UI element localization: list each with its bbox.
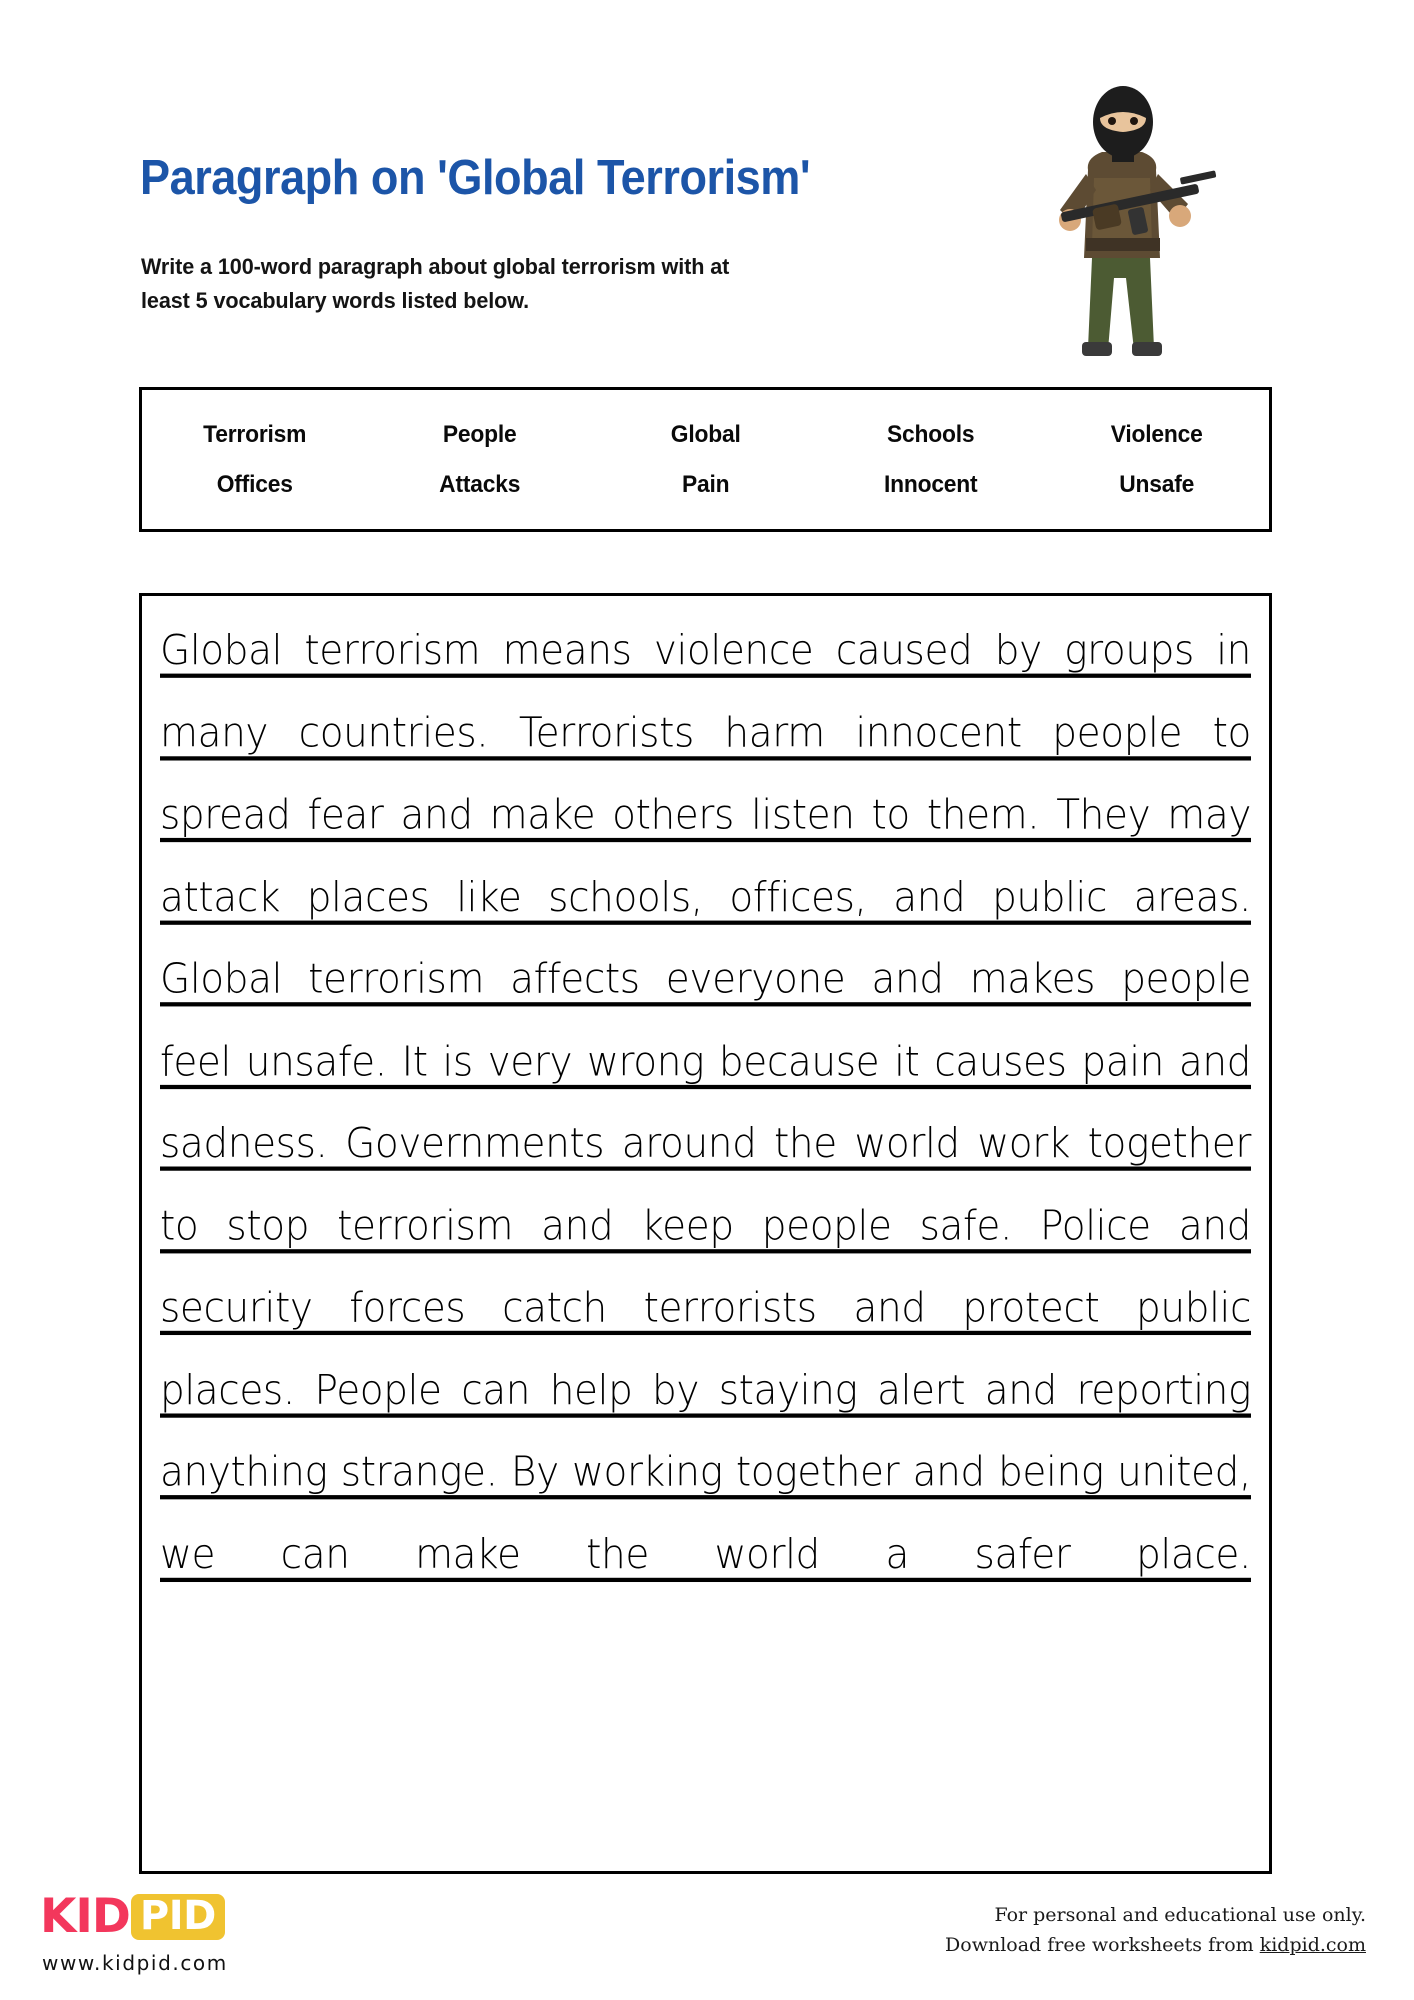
vocabulary-word: Global [670,420,741,448]
kidpid-logo-kid-text: KID [40,1889,130,1944]
page-title: Paragraph on 'Global Terrorism' [140,151,811,205]
kidpid-footer-link[interactable]: kidpid.com [1259,1934,1366,1956]
vocabulary-row-2 [142,460,1269,510]
kidpid-logo-mark [40,1889,228,1944]
vocabulary-word: Innocent [884,470,978,498]
vocabulary-word: Unsafe [1118,470,1194,498]
illustration-eye-right [1130,117,1138,125]
instructions-text [141,250,775,318]
footer-note-prefix: Download free worksheets from [945,1934,1260,1956]
kidpid-logo-pid-text: PID [139,1893,216,1939]
illustration-hand-right [1169,205,1191,227]
vocabulary-word: Violence [1110,420,1203,448]
footer-note-line-1: For personal and educational use only. [994,1904,1366,1926]
answer-writing-box[interactable] [139,593,1272,1874]
kidpid-logo[interactable] [40,1889,228,1975]
answer-paragraph-text: Global terrorism means violence caused by groups in many countries. Terrorists harm innocent people to spread fear and make others listen to them. They may attack places like schools, offices, and public areas. Global terrorism affects everyone and makes people feel unsafe. It is very wrong because it causes pain and sadness. Governments around the world work together to stop terrorism and keep people safe. Police and security forces catch terrorists and protect public places. People can help by staying alert and reporting anything strange. By working together and being united, we can make the world a safer place. [160,626,1251,1579]
instructions-line-2: least 5 vocabulary words listed below. [141,288,530,313]
kidpid-logo-pid-badge [131,1894,225,1940]
illustration-eye-left [1108,117,1116,125]
vocabulary-word: Attacks [439,470,521,498]
vocabulary-word-bank [139,387,1272,532]
masked-militant-with-rifle-illustration [1030,78,1220,368]
illustration-neck [1112,152,1134,162]
vocabulary-word: Schools [887,420,975,448]
vocabulary-word: Offices [216,470,293,498]
vocabulary-word: Pain [681,470,730,498]
footer-note-line-2 [945,1930,1366,1960]
illustration-legs [1088,258,1154,350]
kidpid-website-url[interactable]: www.kidpid.com [42,1951,228,1975]
vocabulary-row-1 [142,410,1269,460]
vocabulary-word: People [443,420,517,448]
footer-usage-note [945,1900,1366,1960]
instructions-line-1: Write a 100-word paragraph about global terrorism with at [141,254,730,279]
worksheet-header [0,0,1414,370]
page-footer [0,1880,1414,2000]
illustration-boot-left [1082,342,1112,356]
illustration-boot-right [1132,342,1162,356]
illustration-belt [1086,238,1160,251]
vocabulary-word: Terrorism [203,420,307,448]
